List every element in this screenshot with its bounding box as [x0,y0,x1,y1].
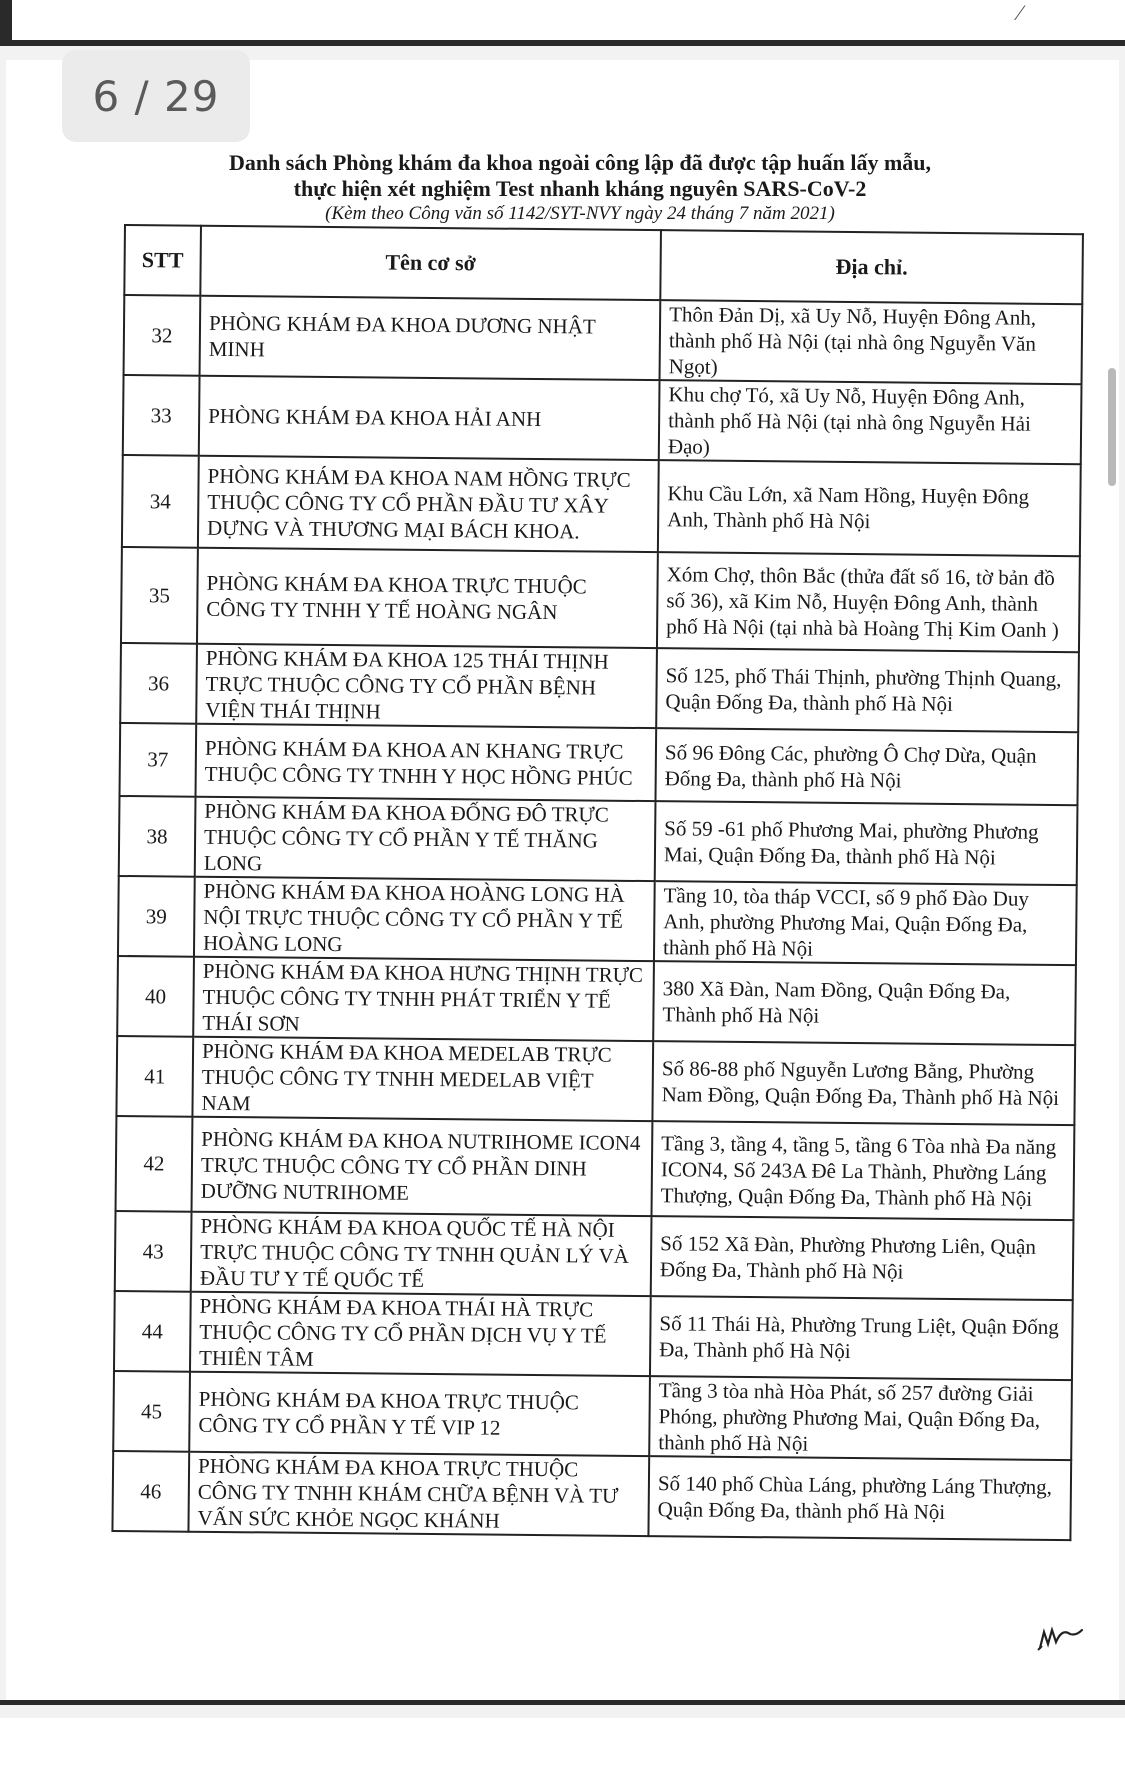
header-name: Tên cơ sở [200,226,661,300]
document-title-line2: thực hiện xét nghiệm Test nhanh kháng nguyên SARS-CoV-2 [293,176,867,201]
row-address: Số 96 Đông Các, phường Ô Chợ Dừa, Quận Đống Đa, thành phố Hà Nội [655,728,1078,805]
row-address: Tầng 3 tòa nhà Hòa Phát, số 257 đường Giải Phóng, phường Phương Mai, Quận Đống Đa, thành phố Hà Nội [649,1376,1072,1460]
document-subtitle: (Kèm theo Công văn số 1142/SYT-NVY ngày 24 tháng 7 năm 2021) [325,203,835,224]
row-address: Số 140 phố Chùa Láng, phường Láng Thượng, Quận Đống Đa, thành phố Hà Nội [648,1456,1071,1540]
row-clinic-name: PHÒNG KHÁM ĐA KHOA TRỰC THUỘC CÔNG TY TNHH KHÁM CHỮA BỆNH VÀ TƯ VẤN SỨC KHỎE NGỌC KHÁNH [188,1452,649,1536]
scrollbar-thumb[interactable] [1108,368,1116,486]
clinic-table [111,224,1084,1541]
header-stt: STT [124,225,201,296]
row-clinic-name: PHÒNG KHÁM ĐA KHOA 125 THÁI THỊNH TRỰC THUỘC CÔNG TY CỔ PHẦN BỆNH VIỆN THÁI THỊNH [196,644,657,728]
table-row [120,723,1079,805]
row-clinic-name: PHÒNG KHÁM ĐA KHOA NAM HỒNG TRỰC THUỘC CÔNG TY CỔ PHẦN ĐẦU TƯ XÂY DỰNG VÀ THƯƠNG MẠI BÁCH KHOA. [198,456,659,552]
table-row [122,455,1081,556]
row-clinic-name: PHÒNG KHÁM ĐA KHOA TRỰC THUỘC CÔNG TY TNHH Y TẾ HOÀNG NGÂN [197,548,658,648]
row-address: Tầng 3, tầng 4, tầng 5, tầng 6 Tòa nhà Đa năng ICON4, Số 243A Đê La Thành, Phường Láng Thượng, Quận Đống Đa, Thành phố Hà Nội [652,1121,1075,1220]
bottom-sheet [0,1718,1125,1766]
pencil-mark-icon: ⁄ [1018,0,1022,25]
row-stt: 33 [123,375,200,456]
row-stt: 34 [122,455,199,548]
row-stt: 41 [116,1036,193,1117]
row-clinic-name: PHÒNG KHÁM ĐA KHOA MEDELAB TRỰC THUỘC CÔNG TY TNHH MEDELAB VIỆT NAM [192,1037,653,1121]
row-stt: 37 [120,723,197,797]
row-stt: 39 [118,876,195,957]
table-row [115,1211,1074,1300]
row-clinic-name: PHÒNG KHÁM ĐA KHOA NUTRIHOME ICON4 TRỰC THUỘC CÔNG TY CỔ PHẦN DINH DƯỠNG NUTRIHOME [192,1117,653,1216]
table-row [116,1116,1075,1220]
table-header-row [124,225,1083,304]
row-clinic-name: PHÒNG KHÁM ĐA KHOA HOÀNG LONG HÀ NỘI TRỰC THUỘC CÔNG TY CỔ PHẦN Y TẾ HOÀNG LONG [194,877,655,961]
row-address: Số 86-88 phố Nguyễn Lương Bằng, Phường Nam Đồng, Quận Đống Đa, Thành phố Hà Nội [652,1041,1075,1125]
row-stt: 38 [119,796,196,877]
top-divider [0,40,1125,46]
table-row [123,375,1082,464]
row-stt: 44 [114,1291,191,1372]
row-stt: 40 [117,956,194,1037]
table-row [113,1371,1072,1460]
table-row [112,1451,1071,1540]
table-row [117,956,1076,1045]
table-row [118,876,1077,965]
table-row [120,643,1079,732]
row-stt: 46 [112,1451,189,1532]
document-title-line1: Danh sách Phòng khám đa khoa ngoài công lập đã được tập huấn lấy mẫu, [228,150,932,175]
row-clinic-name: PHÒNG KHÁM ĐA KHOA TRỰC THUỘC CÔNG TY CỔ PHẦN Y TẾ VIP 12 [189,1372,650,1456]
row-stt: 43 [115,1211,192,1292]
row-stt: 35 [121,547,198,644]
row-address: Tầng 10, tòa tháp VCCI, số 9 phố Đào Duy Anh, phường Phương Mai, Quận Đống Đa, thành phố Hà Nội [654,881,1077,965]
page-indicator: 6 / 29 [62,50,250,142]
row-clinic-name: PHÒNG KHÁM ĐA KHOA HƯNG THỊNH TRỰC THUỘC CÔNG TY TNHH PHÁT TRIỂN Y TẾ THÁI SƠN [193,957,654,1041]
row-clinic-name: PHÒNG KHÁM ĐA KHOA HẢI ANH [199,376,660,460]
top-strip [0,0,1125,44]
row-address: Thôn Đản Dị, xã Uy Nỗ, Huyện Đông Anh, thành phố Hà Nội (tại nhà ông Nguyễn Văn Ngọt) [660,300,1083,384]
table-row [124,295,1083,384]
row-clinic-name: PHÒNG KHÁM ĐA KHOA QUỐC TẾ HÀ NỘI TRỰC THUỘC CÔNG TY TNHH QUẢN LÝ VÀ ĐẦU TƯ Y TẾ QUỐC TẾ [191,1212,652,1296]
row-clinic-name: PHÒNG KHÁM ĐA KHOA AN KHANG TRỰC THUỘC CÔNG TY TNHH Y HỌC HỒNG PHÚC [196,724,657,801]
row-stt: 36 [120,643,197,724]
row-address: Số 11 Thái Hà, Phường Trung Liệt, Quận Đống Đa, Thành phố Hà Nội [650,1296,1073,1380]
row-address: Khu chợ Tó, xã Uy Nỗ, Huyện Đông Anh, thành phố Hà Nội (tại nhà ông Nguyễn Hải Đạo) [659,380,1082,464]
row-address: Số 59 -61 phố Phương Mai, phường Phương Mai, Quận Đống Đa, thành phố Hà Nội [655,801,1078,885]
table-body [112,295,1082,1540]
row-address: Xóm Chợ, thôn Bắc (thửa đất số 16, tờ bản đồ số 36), xã Kim Nỗ, Huyện Đông Anh, thành phố Hà Nội (tại nhà bà Hoàng Thị Kim Oanh ) [657,552,1080,652]
row-address: 380 Xã Đàn, Nam Đồng, Quận Đống Đa, Thành phố Hà Nội [653,961,1076,1045]
row-stt: 42 [116,1116,193,1212]
table-row [116,1036,1075,1125]
row-clinic-name: PHÒNG KHÁM ĐA KHOA THÁI HÀ TRỰC THUỘC CÔNG TY CỔ PHẦN DỊCH VỤ Y TẾ THIÊN TÂM [190,1292,651,1376]
bottom-divider [0,1700,1125,1705]
signature-icon [1036,1622,1084,1652]
table-row [114,1291,1073,1380]
table-row [121,547,1080,652]
row-clinic-name: PHÒNG KHÁM ĐA KHOA ĐỐNG ĐÔ TRỰC THUỘC CÔNG TY CỔ PHẦN Y TẾ THĂNG LONG [195,797,656,881]
row-address: Số 152 Xã Đàn, Phường Phương Liên, Quận Đống Đa, Thành phố Hà Nội [651,1216,1074,1300]
row-address: Khu Cầu Lớn, xã Nam Hồng, Huyện Đông Anh, Thành phố Hà Nội [658,460,1081,556]
row-stt: 32 [124,295,201,376]
document-header [150,150,1010,225]
header-address: Địa chỉ. [660,230,1083,304]
table-row [119,796,1078,885]
row-clinic-name: PHÒNG KHÁM ĐA KHOA DƯƠNG NHẬT MINH [200,296,661,380]
row-address: Số 125, phố Thái Thịnh, phường Thịnh Quang, Quận Đống Đa, thành phố Hà Nội [656,648,1079,732]
row-stt: 45 [113,1371,190,1452]
